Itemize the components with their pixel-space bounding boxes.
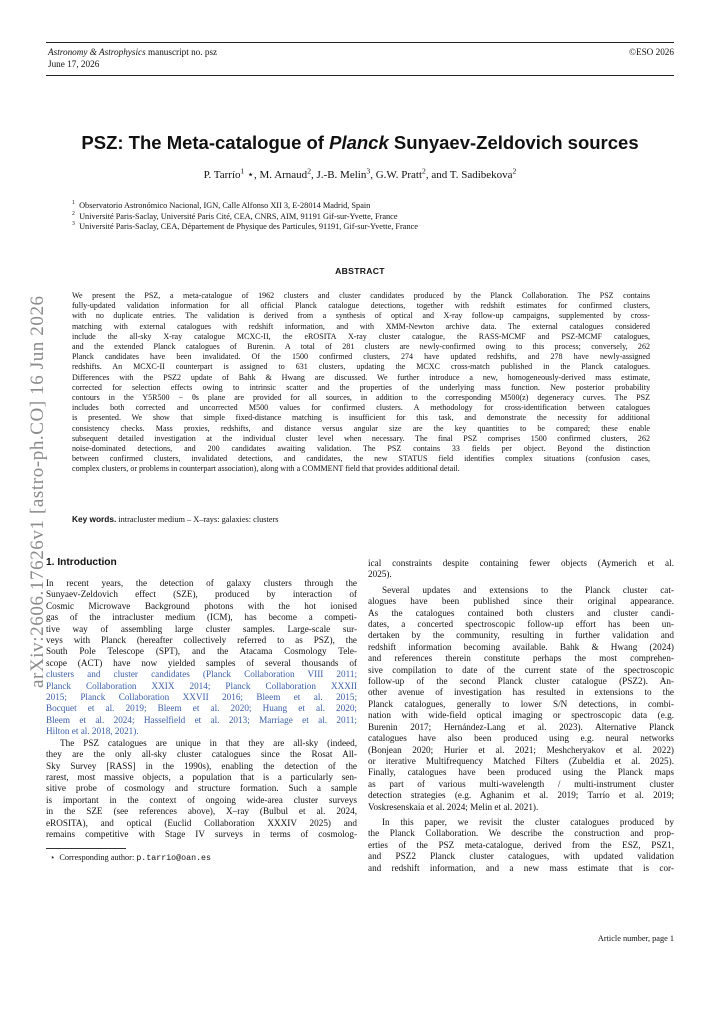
- body-line: in the SZE (see references above), X–ray (Bulbul et al. 2024,: [46, 806, 357, 817]
- author-affil-mark: 2: [512, 166, 517, 176]
- author-affil-mark: 2: [422, 166, 426, 176]
- citation-line[interactable]: Bocquet et al. 2019; Bleem et al. 2020; Huang et al. 2020;: [46, 703, 357, 714]
- body-line: gas of the intracluster medium (ICM), has become a competi-: [46, 612, 357, 623]
- body-line: 2025).: [368, 569, 392, 580]
- body-line: and references therein constitute perhaps the most comprehen-: [368, 653, 674, 664]
- affiliation-text: Université Paris-Saclay, Université Paris Cité, CEA, CNRS, AIM, 91191 Gif-sur-Yvette, France: [79, 211, 398, 221]
- body-line: or iterative Multifrequency Matched Filters (Zubeldia et al. 2025).: [368, 755, 674, 766]
- body-line: the Planck Collaboration. We describe the construction and prop-: [368, 828, 674, 839]
- body-line: The PSZ catalogues are unique in that they are all-sky (indeed,: [60, 737, 357, 748]
- abstract-line: Differences with the PSZ2 update of Bahk & Hwang are discussed. We further introduce a new, homogeneously-derived mass estimate,: [72, 372, 650, 382]
- author-list: [46, 168, 674, 181]
- body-line: (Bonjean 2020; Hurier et al. 2021; Meshcheryakov et al. 2022): [368, 744, 674, 755]
- body-line: dertaken by the community, resulting in further validation and: [368, 630, 674, 641]
- author-name: , and T. Sadibekova: [425, 169, 513, 181]
- body-line: follow-up of the second Planck cluster catalogue (PSZ2). An-: [368, 676, 674, 687]
- body-line: is important in the context of ongoing wide-area cluster surveys: [46, 794, 357, 805]
- body-line: Sunyaev-Zeldovich effect (SZE), produced by interaction of: [46, 589, 357, 600]
- abstract-line: between confirmed clusters, invalidated detections, and candidates, the new STATUS field identifies complex situations (confusion cases,: [72, 454, 650, 464]
- header-date: June 17, 2026: [48, 59, 100, 69]
- body-line: sive compilation to date of the current state of the spectroscopic: [368, 664, 674, 675]
- citation-line[interactable]: 2015; Planck Collaboration XXVII 2016; Bleem et al. 2015;: [46, 692, 357, 703]
- body-line: Finally, catalogues have been produced using the Planck maps: [368, 767, 674, 778]
- author-affil-mark: 2: [307, 166, 312, 176]
- affiliation-text: Observatorio Astronómico Nacional, IGN, Calle Alfonso XII 3, E-28014 Madrid, Spain: [79, 201, 371, 210]
- keywords: [72, 514, 650, 524]
- body-line: as part of various multi-wavelength / multi-instrument cluster: [368, 778, 674, 789]
- body-line: catalogues have also been produced using e.g. neural networks: [368, 733, 674, 744]
- abstract-line: with no duplicate entries. The validation is derived from a synthesis of optical and X-ray follow-up campaigns, supplemented by cross-: [72, 311, 650, 321]
- arxiv-stamp[interactable]: arXiv:2606.17626v1 [astro-ph.CO] 16 Jun 2026: [27, 295, 48, 689]
- body-line: sitive probe of cosmology and structure formation. Such a sample: [46, 783, 357, 794]
- body-line: alogues have been published since their original appearance.: [368, 596, 674, 607]
- abstract-line: Planck candidates have been invalidated. Of the 1500 confirmed clusters, 274 have updated redshifts, and 278 have newly-assigned: [72, 352, 650, 362]
- author-affil-mark: 1: [240, 166, 245, 176]
- author-name: , G.W. Pratt: [370, 169, 423, 181]
- body-line: In this paper, we revisit the cluster catalogues produced by: [382, 816, 674, 827]
- author-name: , J.-B. Melin: [311, 169, 367, 181]
- abstract-line: We present the PSZ, a meta-catalogue of 1962 clusters and cluster candidates produced by the Planck Collaboration. The PSZ contains: [72, 291, 650, 300]
- affiliation-item: [72, 201, 672, 212]
- affiliation-number: 3: [72, 221, 75, 228]
- body-line: In recent years, the detection of galaxy clusters through the: [46, 578, 357, 588]
- abstract-line: matching with external catalogues with redshift information, and with XMM-Newton archive data. The external catalogues considered: [72, 321, 650, 331]
- body-line: Several updates and extensions to the Planck cluster cat-: [382, 584, 674, 595]
- header-copyright: ©ESO 2026: [628, 47, 674, 57]
- keywords-text: intracluster medium – X–rays: galaxies: clusters: [118, 515, 279, 524]
- body-line: and redshift information, and a new mass estimate that is cor-: [368, 862, 674, 873]
- page-footer: Article number, page 1: [597, 934, 674, 943]
- citation-line[interactable]: Hilton et al. 2018, 2021).: [46, 726, 139, 737]
- abstract-line: include the all-sky X-ray catalogue MCXC-II, the eROSITA X-ray cluster catalogue, the RASS-MCMF and PSZ-MCMF catalogues,: [72, 331, 650, 341]
- title-part-2: Sunyaev-Zeldovich sources: [388, 132, 639, 153]
- author-name: P. Tarrío: [203, 169, 241, 181]
- body-line: erties of the PSZ meta-catalogue, derived from the ESZ, PSZ1,: [368, 839, 674, 850]
- corresponding-author-mark: ⋆: [247, 169, 255, 181]
- body-line: Burenin 2017; Hernández-Lang et al. 2023). Alternative Planck: [368, 721, 674, 732]
- footnote-rule: [46, 848, 126, 849]
- citation-line[interactable]: Bleem et al. 2024; Hasselfield et al. 2013; Marriage et al. 2011;: [46, 714, 357, 725]
- body-line: Cosmic Microwave Background photons with the hot ionised: [46, 600, 357, 611]
- body-line: As the catalogues contained both clusters and cluster candi-: [368, 607, 674, 618]
- section-heading: [46, 557, 117, 568]
- abstract-line: fully-updated validation information for all official Planck catalogue detections, together with redshift estimates for confirmed clusters,: [72, 301, 650, 311]
- affiliations: [72, 201, 672, 233]
- abstract-line: complex clusters, or problems in counterpart association), along with a COMMENT field that provides additional detail.: [72, 464, 460, 474]
- body-line: dates, a concerted spectroscopic follow-up effort has been un-: [368, 619, 674, 630]
- body-line: Voskresenskaia et al. 2024; Melin et al. 2021).: [368, 801, 539, 812]
- citation-line[interactable]: Planck Collaboration XXIX 2014; Planck Collaboration XXXII: [46, 680, 357, 691]
- section-title: Introduction: [57, 557, 117, 568]
- body-line: rarest, most massive objects, a population that is a particularly sen-: [46, 771, 357, 782]
- abstract-line: includes both corrected and uncorrected M500 values for confirmed clusters. A methodology for cross-identification between catalogues: [72, 403, 650, 413]
- right-column: [368, 558, 674, 874]
- footnote-star: ⋆: [50, 853, 56, 862]
- running-header: [46, 42, 674, 76]
- author-affil-mark: 3: [366, 166, 371, 176]
- body-line: South Pole Telescope (SPT), and the Atacama Cosmology Tele-: [46, 646, 357, 657]
- abstract-line: consistency checks. Mass proxies, redshifts, and distance versus angular size are the key quantities to be compared; these enable: [72, 423, 650, 433]
- affiliation-text: Université Paris-Saclay, CEA, Département de Physique des Particules, 91191, Gif-sur-Yvette, France: [79, 222, 418, 231]
- body-line: remains competitive with Stage IV surveys in terms of cosmolog-: [46, 828, 357, 839]
- author-email-link[interactable]: p.tarrio@oan.es: [136, 854, 212, 863]
- section-number: 1.: [46, 557, 55, 568]
- abstract-line: subsequent detailed investigation at the individual cluster level when necessary. The final PSZ comprises 1500 confirmed clusters, 262: [72, 433, 650, 443]
- body-line: and PSZ2 Planck cluster catalogues, with updated validation: [368, 851, 674, 862]
- title-part-1: PSZ: The Meta-catalogue of: [81, 132, 330, 153]
- body-line: other avenue of investigation has resulted in extensions to the: [368, 687, 674, 698]
- manuscript-id: manuscript no. psz: [147, 47, 218, 57]
- body-line: tive way of assembling large cluster samples. Large-scale sur-: [46, 623, 357, 634]
- keywords-label: Key words.: [72, 514, 117, 524]
- title-italic: Planck: [329, 132, 389, 153]
- body-line: detection strategies (e.g. Aghanim et al. 2019; Tarrío et al. 2019;: [368, 790, 674, 801]
- abstract-line: noise-dominated detections, and 200 candidates awaiting validation. The PSZ contains 33 fields per object. Beyond the distinction: [72, 444, 650, 454]
- abstract-heading: ABSTRACT: [335, 266, 385, 276]
- journal-name: Astronomy & Astrophysics: [48, 47, 146, 57]
- affiliation-number: 2: [72, 210, 75, 217]
- body-line: Sky Survey [RASS] in the 1990s), enabling the detection of the: [46, 760, 357, 771]
- body-line: eROSITA), and optical (Euclid Collaboration XXXIV 2025) and: [46, 817, 357, 828]
- abstract-body: [72, 291, 650, 475]
- citation-line[interactable]: clusters and cluster candidates (Planck Collaboration VIII 2011;: [46, 669, 357, 680]
- body-line: redshift information becoming available. Bahk & Hwang (2024): [368, 641, 674, 652]
- body-line: veys with Planck (hereafter collectively referred to as PSZ), the: [46, 635, 357, 646]
- body-line: nation with wide-field optical imaging or spectroscopic data (e.g.: [368, 710, 674, 721]
- footnote: [50, 852, 211, 863]
- footnote-label: Corresponding author:: [59, 853, 137, 862]
- body-line: ical constraints despite containing fewer objects (Aymerich et al.: [368, 558, 674, 568]
- left-column: [46, 578, 357, 840]
- abstract-line: and the extended Planck catalogues of Burenin. A total of 281 clusters are newly-confirmed owing to this process; conversely, 262: [72, 342, 650, 352]
- abstract-line: corrected for selection effects owing to intrinsic scatter and the properties of the underlying mass function. New posterior probability: [72, 382, 650, 392]
- abstract-line: is presented. We show that simple fixed-distance matching is insufficient for this task, and demonstrate the necessity for additional: [72, 413, 650, 423]
- affiliation-item: [72, 222, 672, 233]
- paper-title: [46, 132, 674, 154]
- affiliation-item: [72, 212, 672, 223]
- author-name: , M. Arnaud: [254, 169, 308, 181]
- abstract-line: redshifts. An MCXC-II counterpart is assigned to 631 clusters, updating the MCXC cross-match published in the Planck catalogues.: [72, 362, 650, 372]
- journal-line: [48, 46, 217, 58]
- body-line: scope (ACT) have now yielded samples of several thousands of: [46, 657, 357, 668]
- body-line: they are the only all-sky cluster catalogues since the Rosat All-: [46, 749, 357, 760]
- body-line: Planck catalogues, generally to lower S/N detections, in combi-: [368, 698, 674, 709]
- abstract-line: contours in the Y5R500 − θs plane are provided for all sources, in addition to the corresponding M500(z) degeneracy curves. The PSZ: [72, 393, 650, 403]
- affiliation-number: 1: [72, 200, 75, 207]
